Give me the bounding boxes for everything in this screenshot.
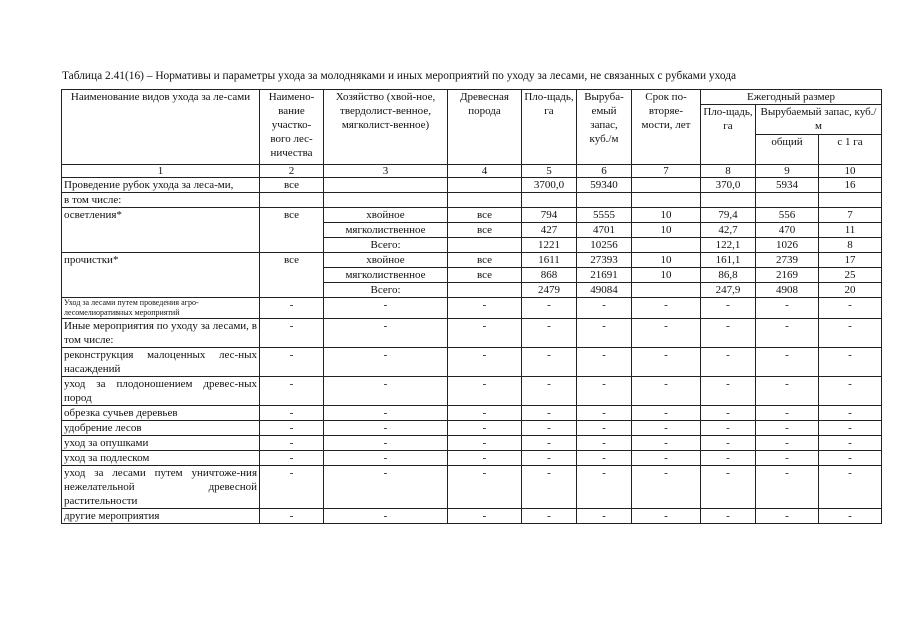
dash-cell: - [819, 348, 882, 377]
cell-area: 1611 [522, 253, 577, 268]
cell-economy [324, 178, 448, 193]
dash-cell: - [819, 436, 882, 451]
row-name: уход за плодоношением древес-ных пород [62, 377, 260, 406]
dash-cell: - [756, 406, 819, 421]
cell-annual-total: 2169 [756, 268, 819, 283]
dash-cell: - [260, 377, 324, 406]
dash-cell: - [522, 319, 577, 348]
cell-stock: 59340 [577, 178, 632, 193]
col-number: 10 [819, 165, 882, 178]
dash-cell: - [448, 319, 522, 348]
dash-cell: - [324, 451, 448, 466]
cell-economy: хвойное [324, 253, 448, 268]
cell-annual-per-ha: 25 [819, 268, 882, 283]
dash-cell: - [632, 466, 701, 509]
col-number: 7 [632, 165, 701, 178]
dash-cell: - [701, 377, 756, 406]
header-area: Пло-щадь, га [522, 90, 577, 165]
table-container [61, 89, 882, 524]
table-row [62, 436, 882, 451]
cell-stock: 4701 [577, 223, 632, 238]
dash-cell: - [448, 436, 522, 451]
row-name: уход за подлеском [62, 451, 260, 466]
table-row [62, 451, 882, 466]
row-name: другие мероприятия [62, 509, 260, 524]
dash-cell: - [522, 406, 577, 421]
dash-cell: - [324, 406, 448, 421]
dash-cell: - [522, 436, 577, 451]
header-annual: Ежегодный размер [701, 90, 882, 105]
cell-economy: хвойное [324, 208, 448, 223]
header-section: Наимено-вание участко-вого лес-ничества [260, 90, 324, 165]
table-row [62, 253, 882, 268]
cell-area: 1221 [522, 238, 577, 253]
dash-cell: - [632, 406, 701, 421]
dash-cell: - [632, 377, 701, 406]
dash-cell: - [701, 298, 756, 319]
dash-cell: - [756, 451, 819, 466]
cell-area: 427 [522, 223, 577, 238]
table-row [62, 377, 882, 406]
cell-economy: мягколиственное [324, 223, 448, 238]
table-row [62, 193, 882, 208]
dash-cell: - [324, 509, 448, 524]
col-number: 1 [62, 165, 260, 178]
dash-cell: - [448, 509, 522, 524]
col-number: 8 [701, 165, 756, 178]
dash-cell: - [448, 421, 522, 436]
dash-cell: - [632, 421, 701, 436]
dash-cell: - [632, 298, 701, 319]
dash-cell: - [756, 421, 819, 436]
dash-cell: - [260, 298, 324, 319]
cell-period [632, 283, 701, 298]
dash-cell: - [701, 421, 756, 436]
cell-annual-area: 122,1 [701, 238, 756, 253]
dash-cell: - [324, 377, 448, 406]
dash-cell: - [701, 451, 756, 466]
cell-economy: Всего: [324, 238, 448, 253]
dash-cell: - [522, 466, 577, 509]
table-row [62, 319, 882, 348]
dash-cell: - [577, 319, 632, 348]
table-row [62, 421, 882, 436]
dash-cell: - [522, 421, 577, 436]
header-period: Срок по-вторяе-мости, лет [632, 90, 701, 165]
cell-annual-total: 4908 [756, 283, 819, 298]
dash-cell: - [756, 436, 819, 451]
dash-cell: - [260, 421, 324, 436]
cell-species [448, 283, 522, 298]
header-annual-area: Пло-щадь, га [701, 105, 756, 165]
cell-annual-total: 1026 [756, 238, 819, 253]
cell-economy: мягколиственное [324, 268, 448, 283]
cell-economy: Всего: [324, 283, 448, 298]
col-number: 6 [577, 165, 632, 178]
cell-annual-per-ha: 20 [819, 283, 882, 298]
row-name: Уход за лесами путем проведения агро-лесомелиоративных мероприятий [62, 298, 260, 319]
dash-cell: - [324, 298, 448, 319]
dash-cell: - [324, 466, 448, 509]
cell-area: 2479 [522, 283, 577, 298]
table-row [62, 466, 882, 509]
dash-cell: - [577, 377, 632, 406]
dash-cell: - [756, 509, 819, 524]
cell-species: все [448, 268, 522, 283]
dash-cell: - [577, 451, 632, 466]
row-name: удобрение лесов [62, 421, 260, 436]
cell-stock: 10256 [577, 238, 632, 253]
dash-cell: - [819, 298, 882, 319]
header-annual-stock: Вырубаемый запас, куб./м [756, 105, 882, 135]
dash-cell: - [260, 509, 324, 524]
dash-cell: - [701, 509, 756, 524]
dash-cell: - [522, 451, 577, 466]
cell-annual-area: 370,0 [701, 178, 756, 193]
dash-cell: - [260, 348, 324, 377]
cell-section: все [260, 178, 324, 193]
dash-cell: - [632, 436, 701, 451]
cell-section: все [260, 208, 324, 253]
cell-annual-area: 79,4 [701, 208, 756, 223]
cell-area: 868 [522, 268, 577, 283]
table-row [62, 298, 882, 319]
dash-cell: - [324, 436, 448, 451]
table-caption: Таблица 2.41(16) – Нормативы и параметры ухода за молодняками и иных мероприятий по уходу за лесами, не связанных с рубками ухода [62, 70, 737, 82]
header-per-ha: с 1 га [819, 135, 882, 165]
cell-species [448, 238, 522, 253]
cell-annual-total: 470 [756, 223, 819, 238]
dash-cell: - [701, 319, 756, 348]
dash-cell: - [448, 451, 522, 466]
row-name: Проведение рубок ухода за леса-ми, [62, 178, 260, 193]
dash-cell: - [756, 319, 819, 348]
cell-annual-area: 247,9 [701, 283, 756, 298]
dash-cell: - [632, 451, 701, 466]
header-total: общий [756, 135, 819, 165]
cell-area: 3700,0 [522, 178, 577, 193]
dash-cell: - [577, 348, 632, 377]
dash-cell: - [448, 348, 522, 377]
header-species: Древесная порода [448, 90, 522, 165]
dash-cell: - [701, 466, 756, 509]
cell-period: 10 [632, 223, 701, 238]
cell-period [632, 178, 701, 193]
cell-species: все [448, 208, 522, 223]
cell-period: 10 [632, 268, 701, 283]
dash-cell: - [577, 298, 632, 319]
dash-cell: - [522, 377, 577, 406]
dash-cell: - [756, 298, 819, 319]
dash-cell: - [756, 348, 819, 377]
dash-cell: - [522, 348, 577, 377]
cell-species: все [448, 223, 522, 238]
dash-cell: - [260, 436, 324, 451]
col-number: 2 [260, 165, 324, 178]
dash-cell: - [819, 421, 882, 436]
header-economy: Хозяйство (хвой-ное, твердолист-венное, мягколист-венное) [324, 90, 448, 165]
cell-period [632, 238, 701, 253]
cell-annual-area: 86,8 [701, 268, 756, 283]
header-name: Наименование видов ухода за ле-сами [62, 90, 260, 165]
dash-cell: - [756, 466, 819, 509]
cell-annual-total: 556 [756, 208, 819, 223]
dash-cell: - [577, 436, 632, 451]
dash-cell: - [448, 298, 522, 319]
dash-cell: - [260, 451, 324, 466]
cell-annual-area: 42,7 [701, 223, 756, 238]
dash-cell: - [632, 348, 701, 377]
dash-cell: - [577, 509, 632, 524]
header-stock: Выруба-емый запас, куб./м [577, 90, 632, 165]
dash-cell: - [701, 436, 756, 451]
cell-species: все [448, 253, 522, 268]
dash-cell: - [260, 319, 324, 348]
dash-cell: - [577, 421, 632, 436]
col-number: 5 [522, 165, 577, 178]
table-row [62, 208, 882, 223]
col-number: 9 [756, 165, 819, 178]
dash-cell: - [819, 509, 882, 524]
dash-cell: - [448, 377, 522, 406]
dash-cell: - [324, 421, 448, 436]
dash-cell: - [632, 509, 701, 524]
row-name: обрезка сучьев деревьев [62, 406, 260, 421]
dash-cell: - [819, 406, 882, 421]
dash-cell: - [819, 466, 882, 509]
row-name: осветления* [62, 208, 260, 253]
cell-stock: 27393 [577, 253, 632, 268]
dash-cell: - [819, 319, 882, 348]
cell-stock: 21691 [577, 268, 632, 283]
dash-cell: - [522, 509, 577, 524]
cell-annual-per-ha: 17 [819, 253, 882, 268]
cell-area: 794 [522, 208, 577, 223]
dash-cell: - [522, 298, 577, 319]
cell-annual-per-ha: 8 [819, 238, 882, 253]
row-name: в том числе: [62, 193, 260, 208]
col-number: 3 [324, 165, 448, 178]
cell-annual-area: 161,1 [701, 253, 756, 268]
dash-cell: - [701, 406, 756, 421]
table-row [62, 406, 882, 421]
row-name: прочистки* [62, 253, 260, 298]
dash-cell: - [701, 348, 756, 377]
row-name: Иные мероприятия по уходу за лесами, в том числе: [62, 319, 260, 348]
col-number: 4 [448, 165, 522, 178]
cell-annual-total: 5934 [756, 178, 819, 193]
cell-species [448, 178, 522, 193]
cell-stock: 5555 [577, 208, 632, 223]
dash-cell: - [819, 377, 882, 406]
dash-cell: - [819, 451, 882, 466]
dash-cell: - [260, 466, 324, 509]
row-name: реконструкция малоценных лес-ных насаждений [62, 348, 260, 377]
dash-cell: - [448, 406, 522, 421]
cell-stock: 49084 [577, 283, 632, 298]
cell-period: 10 [632, 253, 701, 268]
dash-cell: - [632, 319, 701, 348]
cell-section: все [260, 253, 324, 298]
cell-annual-per-ha: 11 [819, 223, 882, 238]
dash-cell: - [260, 406, 324, 421]
dash-cell: - [448, 466, 522, 509]
cell-period: 10 [632, 208, 701, 223]
table-row [62, 348, 882, 377]
table-row [62, 178, 882, 193]
dash-cell: - [324, 319, 448, 348]
row-name: уход за лесами путем уничтоже-ния нежелательной древесной растительности [62, 466, 260, 509]
cell-annual-per-ha: 7 [819, 208, 882, 223]
dash-cell: - [756, 377, 819, 406]
column-number-row [62, 165, 882, 178]
dash-cell: - [577, 466, 632, 509]
row-name: уход за опушками [62, 436, 260, 451]
forest-care-table [61, 89, 882, 524]
dash-cell: - [577, 406, 632, 421]
table-row [62, 509, 882, 524]
cell-annual-total: 2739 [756, 253, 819, 268]
dash-cell: - [324, 348, 448, 377]
cell-annual-per-ha: 16 [819, 178, 882, 193]
